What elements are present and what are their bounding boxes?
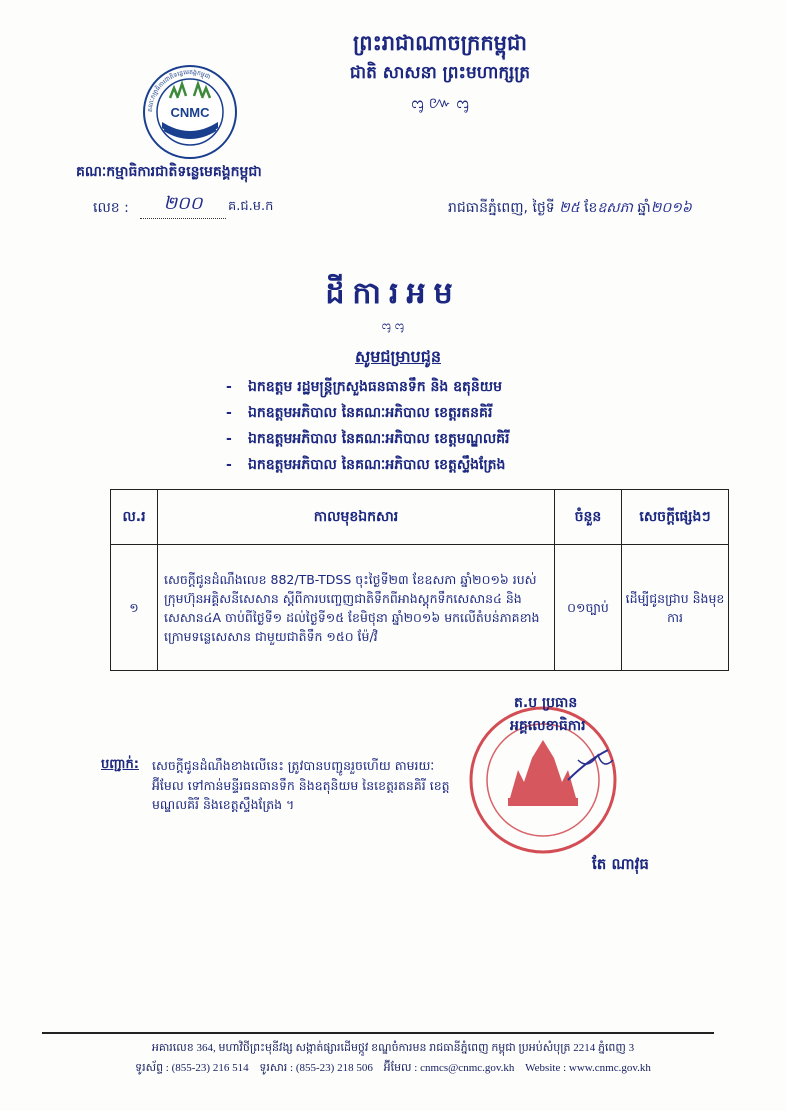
col-header-remarks: សេចក្តីផ្សេងៗ [622, 490, 729, 545]
footer-divider [42, 1032, 714, 1034]
cnmc-logo [140, 62, 240, 162]
note-text: សេចក្តីជូនដំណឹងខាងលើនេះ ត្រូវបានបញ្ជូនរួចហើយ តាមរយៈអ៊ីមែល ទៅកាន់មន្ទីរធនធានទឹក និងឧតុនិយម នៃខេត្តរតនគិរី ខេត្តមណ្ឌលគិរី និងខេត្តស្ទឹងត្រែង ។ [152, 758, 450, 812]
date-year: ២០១៦ [650, 200, 692, 216]
national-motto: ជាតិ សាសនា ព្រះមហាក្សត្រ [349, 63, 531, 83]
date-year-prefix: ឆ្នាំ [637, 200, 651, 216]
date-month: ឧសភា [597, 200, 633, 216]
footer-address: អគារលេខ 364, មហាវិថីព្រះមុនីវង្ស សង្កាត់ផ្សារដើមថ្កូវ ខណ្ឌចំការមន រាជធានីភ្នំពេញ កម្ពុជា ប្រអប់សំបុត្រ 2214 ភ្នំពេញ 3 [151, 1042, 635, 1054]
recipients-list [226, 376, 509, 480]
documents-table [110, 489, 729, 671]
kingdom-heading: ព្រះរាជាណាចក្រកម្ពុជា [352, 31, 527, 55]
signature-role-line1: ត.ប ប្រធាន [514, 695, 578, 711]
signature-role-line2: អគ្គលេខាធិការ [510, 718, 586, 734]
row-quantity: ០១ច្បាប់ [555, 545, 622, 671]
document-title: ដីការអម [325, 276, 461, 311]
col-header-description: កាលមុខឯកសារ [158, 490, 555, 545]
recipient-item: - ឯកឧត្តមអភិបាល នៃគណៈអភិបាល ខេត្តស្ទឹងត្រែង [226, 457, 506, 473]
reference-suffix: គ.ជ.ម.ក [228, 199, 274, 214]
signatory-name: តែ ណាវុធ [592, 855, 649, 873]
reference-number: ២០០ [140, 191, 226, 219]
footer-fax: ទូរសារ : (855-23) 218 506 [259, 1062, 373, 1074]
footer-contacts [0, 1061, 786, 1077]
logo-ring-text: គណៈកម្មាធិការជាតិទន្លេមេគង្គកម្ពុជា [146, 68, 212, 113]
footer-email[interactable]: អ៊ីមែល : cnmcs@cnmc.gov.kh [383, 1062, 515, 1074]
note-label: បញ្ជាក់: [101, 757, 139, 772]
recipients-heading: សូមជម្រាបជូន [355, 347, 442, 366]
organization-name: គណៈកម្មាធិការជាតិទន្លេមេគង្គកម្ពុជា [76, 164, 262, 180]
date-prefix: រាជធានីភ្នំពេញ, ថ្ងៃទី [448, 200, 555, 216]
footer-phone: ទូរស័ព្ទ : (855-23) 216 514 [135, 1062, 249, 1074]
footer-website[interactable]: Website : www.cnmc.gov.kh [525, 1062, 651, 1074]
recipient-item: - ឯកឧត្តម រដ្ឋមន្ត្រីក្រសួងធនធានទឹក និង ឧតុនិយម [226, 379, 503, 395]
header-ornament: ᧅ ៚ ᧅ [411, 93, 469, 112]
col-header-no: ល.រ [111, 490, 158, 545]
date-line [448, 198, 692, 219]
col-header-quantity: ចំនួន [555, 490, 622, 545]
row-no: ១ [111, 545, 158, 671]
row-description: សេចក្តីជូនដំណឹងលេខ 882/TB-TDSS ចុះថ្ងៃទី២៣ ខែឧសភា ឆ្នាំ២០១៦ របស់ក្រុមហ៊ុនអគ្គិសនីសេសាន ស្តីពីការបញ្ចេញជាតិទឹកពីអាងស្តុកទឹកសេសាន៤ និងសេសាន៤A ចាប់ពីថ្ងៃទី១ ដល់ថ្ងៃទី១៥ ខែមិថុនា ឆ្នាំ២០១៦ មកលើតំបន់ភាគខាងក្រោមទន្លេសេសាន ជាមួយជាតិទឹក ១៥០ ម៉ែ/វិ [158, 545, 555, 671]
logo-text: CNMC [170, 105, 210, 120]
date-month-prefix: ខែ [584, 200, 598, 216]
title-ornament: ᧅ ᧅ [381, 318, 405, 332]
table-row [111, 545, 729, 671]
recipient-item: - ឯកឧត្តមអភិបាល នៃគណៈអភិបាល ខេត្តរតនគិរី [226, 405, 493, 421]
recipient-item: - ឯកឧត្តមអភិបាល នៃគណៈអភិបាល ខេត្តមណ្ឌលគិរី [226, 431, 510, 447]
reference-label: លេខ : [93, 200, 129, 216]
date-day: ២៥ [559, 200, 580, 216]
table-header-row [111, 490, 729, 545]
row-remarks: ដើម្បីជូនជ្រាប និងមុខការ [622, 545, 729, 671]
